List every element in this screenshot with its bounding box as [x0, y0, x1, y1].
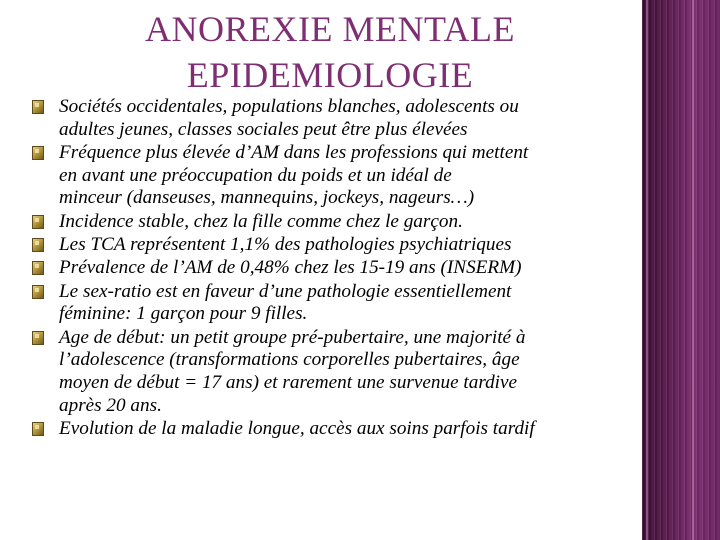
square-bullet-icon: [32, 261, 44, 275]
bullet-text-line: Le sex-ratio est en faveur d’une pathologie essentiellement: [59, 280, 512, 302]
bullet-text-line: Prévalence de l’AM de 0,48% chez les 15-19 ans (INSERM): [59, 257, 522, 279]
bullet-item: [32, 418, 632, 441]
slide-title: [0, 6, 660, 98]
slide-title-line-1: ANOREXIE MENTALE: [144, 9, 516, 49]
bullet-text-line: après 20 ans.: [59, 394, 162, 416]
bullet-item: [32, 234, 632, 257]
bullet-text-line: Sociétés occidentales, populations blanches, adolescents ou: [59, 96, 519, 117]
bullet-item: [32, 142, 632, 210]
bullet-item: [32, 327, 632, 417]
sidebar-stripe: [646, 0, 648, 540]
square-bullet-icon: [32, 285, 44, 299]
bullet-text-line: en avant une préoccupation du poids et un idéal de: [59, 164, 452, 186]
square-bullet-icon: [32, 238, 44, 252]
bullet-text-line: Evolution de la maladie longue, accès aux soins parfois tardif: [59, 417, 535, 439]
bullet-item: [32, 257, 632, 280]
square-bullet-icon: [32, 331, 44, 345]
bullet-text-line: féminine: 1 garçon pour 9 filles.: [59, 303, 308, 325]
bullet-text-line: Les TCA représentent 1,1% des pathologies psychiatriques: [59, 233, 512, 255]
bullet-item: [32, 96, 632, 141]
square-bullet-icon: [32, 422, 44, 436]
decorative-sidebar: [642, 0, 720, 540]
bullet-text-line: minceur (danseuses, mannequins, jockeys, nageurs…): [59, 187, 475, 209]
bullet-text-line: adultes jeunes, classes sociales peut être plus élevées: [59, 118, 468, 140]
bullet-text-line: moyen de début = 17 ans) et rarement une survenue tardive: [59, 371, 518, 393]
bullet-text-line: Fréquence plus élevée d’AM dans les professions qui mettent: [59, 141, 529, 163]
bullet-list: [32, 96, 632, 441]
bullet-item: [32, 211, 632, 234]
sidebar-stripe: [692, 0, 694, 540]
square-bullet-icon: [32, 100, 44, 114]
bullet-item: [32, 281, 632, 326]
square-bullet-icon: [32, 215, 44, 229]
square-bullet-icon: [32, 146, 44, 160]
bullet-text-line: Age de début: un petit groupe pré-pubertaire, une majorité à: [59, 326, 526, 348]
bullet-text-line: Incidence stable, chez la fille comme chez le garçon.: [59, 210, 463, 232]
bullet-text-line: l’adolescence (transformations corporelles pubertaires, âge: [59, 349, 520, 371]
slide-title-line-2: EPIDEMIOLOGIE: [186, 55, 474, 95]
